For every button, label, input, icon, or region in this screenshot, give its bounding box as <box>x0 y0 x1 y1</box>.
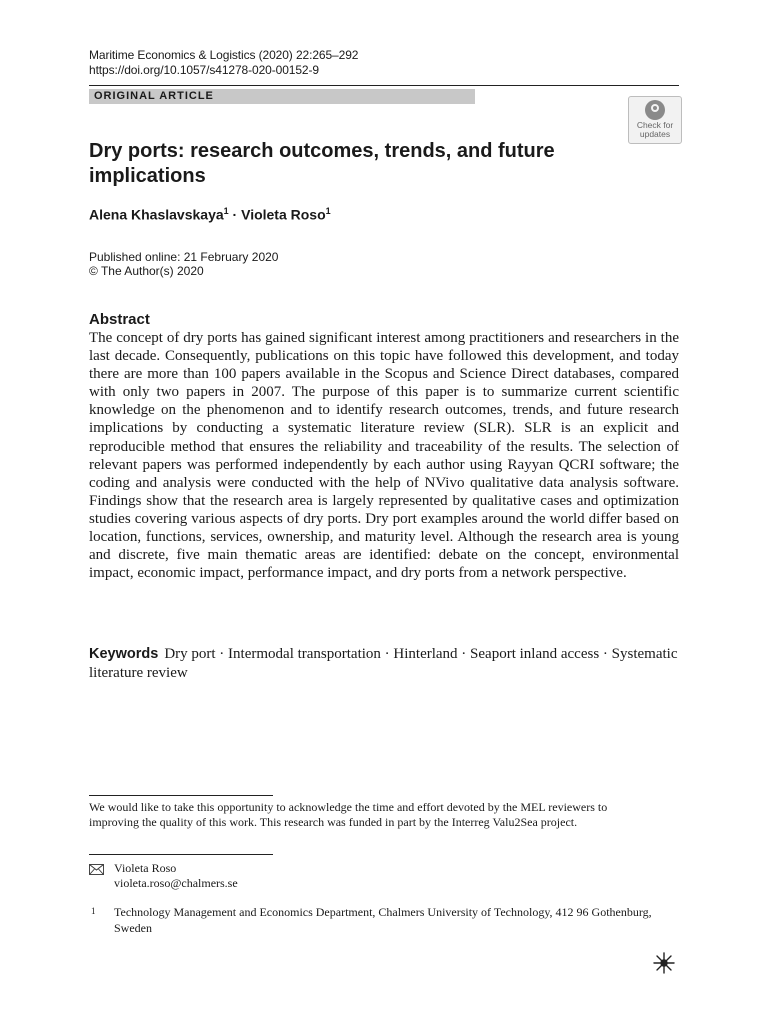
check-badge-line1: Check for <box>636 120 674 130</box>
abstract-body: The concept of dry ports has gained significant interest among practitioners and researchers in the last decade. Consequently, publications on this topic have followed this development, and today there are more than 100 papers available in the Scopus and Science Direct databases, compared with only two papers in 2007. The purpose of this paper is to summarize current scientific knowledge on the phenomenon and to identify research outcomes, trends, and future research implications by conducting a systematic literature review (SLR). SLR is an explicit and reproducible method that ensures the reliability and traceability of the results. The selection of relevant papers was performed independently by each author using Rayyan QCRI software; the coding and analysis were conducted with the help of NVivo qualitative data analysis software. Findings show that the research area is largely represented by qualitative cases and optimization studies covering various aspects of dry ports. Dry port examples around the world differ based on location, functions, services, ownership, and maturity level. Although the research area is young and discrete, five main thematic areas are identified: debate on the concept, environmental impact, economic impact, performance impact, and dry ports from a network perspective. <box>89 330 679 582</box>
published-date: Published online: 21 February 2020 <box>89 250 279 264</box>
check-updates-icon <box>645 100 665 120</box>
keywords-label: Keywords <box>89 646 159 662</box>
author-name[interactable]: Violeta Roso <box>241 206 326 223</box>
header-rule <box>89 85 679 86</box>
corresponding-author-name: Violeta Roso <box>114 861 177 875</box>
author-separator: · <box>228 206 242 223</box>
affiliation-marker: 1 <box>223 206 229 216</box>
doi-link[interactable]: https://doi.org/10.1057/s41278-020-00152-9 <box>89 63 319 77</box>
check-for-updates-badge[interactable] <box>628 96 682 144</box>
article-type-label: ORIGINAL ARTICLE <box>94 90 214 102</box>
acknowledgement-footnote: We would like to take this opportunity to acknowledge the time and effort devoted by the MEL reviewers to improving the quality of this work. This research was funded in part by the Interreg Valu2Sea project. <box>89 800 608 829</box>
author-name[interactable]: Alena Khaslavskaya <box>89 206 224 223</box>
abstract-heading: Abstract <box>89 311 150 328</box>
affiliation-text: Technology Management and Economics Department, Chalmers University of Technology, 412 96 Gothenburg, Sweden <box>114 905 652 935</box>
keywords-block <box>89 645 679 682</box>
footnote-rule <box>89 854 273 855</box>
corresponding-author-email[interactable]: violeta.roso@chalmers.se <box>114 876 238 890</box>
affiliation-number: 1 <box>91 906 96 916</box>
check-badge-line2: updates <box>639 129 671 139</box>
keywords-text: Dry port · Intermodal transportation · Hinterland · Seaport inland access · Systematic literature review <box>89 646 678 681</box>
author-list <box>89 206 331 223</box>
affiliation-marker: 1 <box>325 206 331 216</box>
envelope-icon <box>89 864 104 875</box>
journal-citation: Maritime Economics & Logistics (2020) 22:265–292 <box>89 48 359 62</box>
footnote-rule <box>89 795 273 796</box>
article-type-band <box>89 89 475 104</box>
article-title: Dry ports: research outcomes, trends, and future implications <box>89 140 555 187</box>
springer-horse-logo-icon <box>651 950 677 976</box>
copyright-notice: © The Author(s) 2020 <box>89 264 204 278</box>
